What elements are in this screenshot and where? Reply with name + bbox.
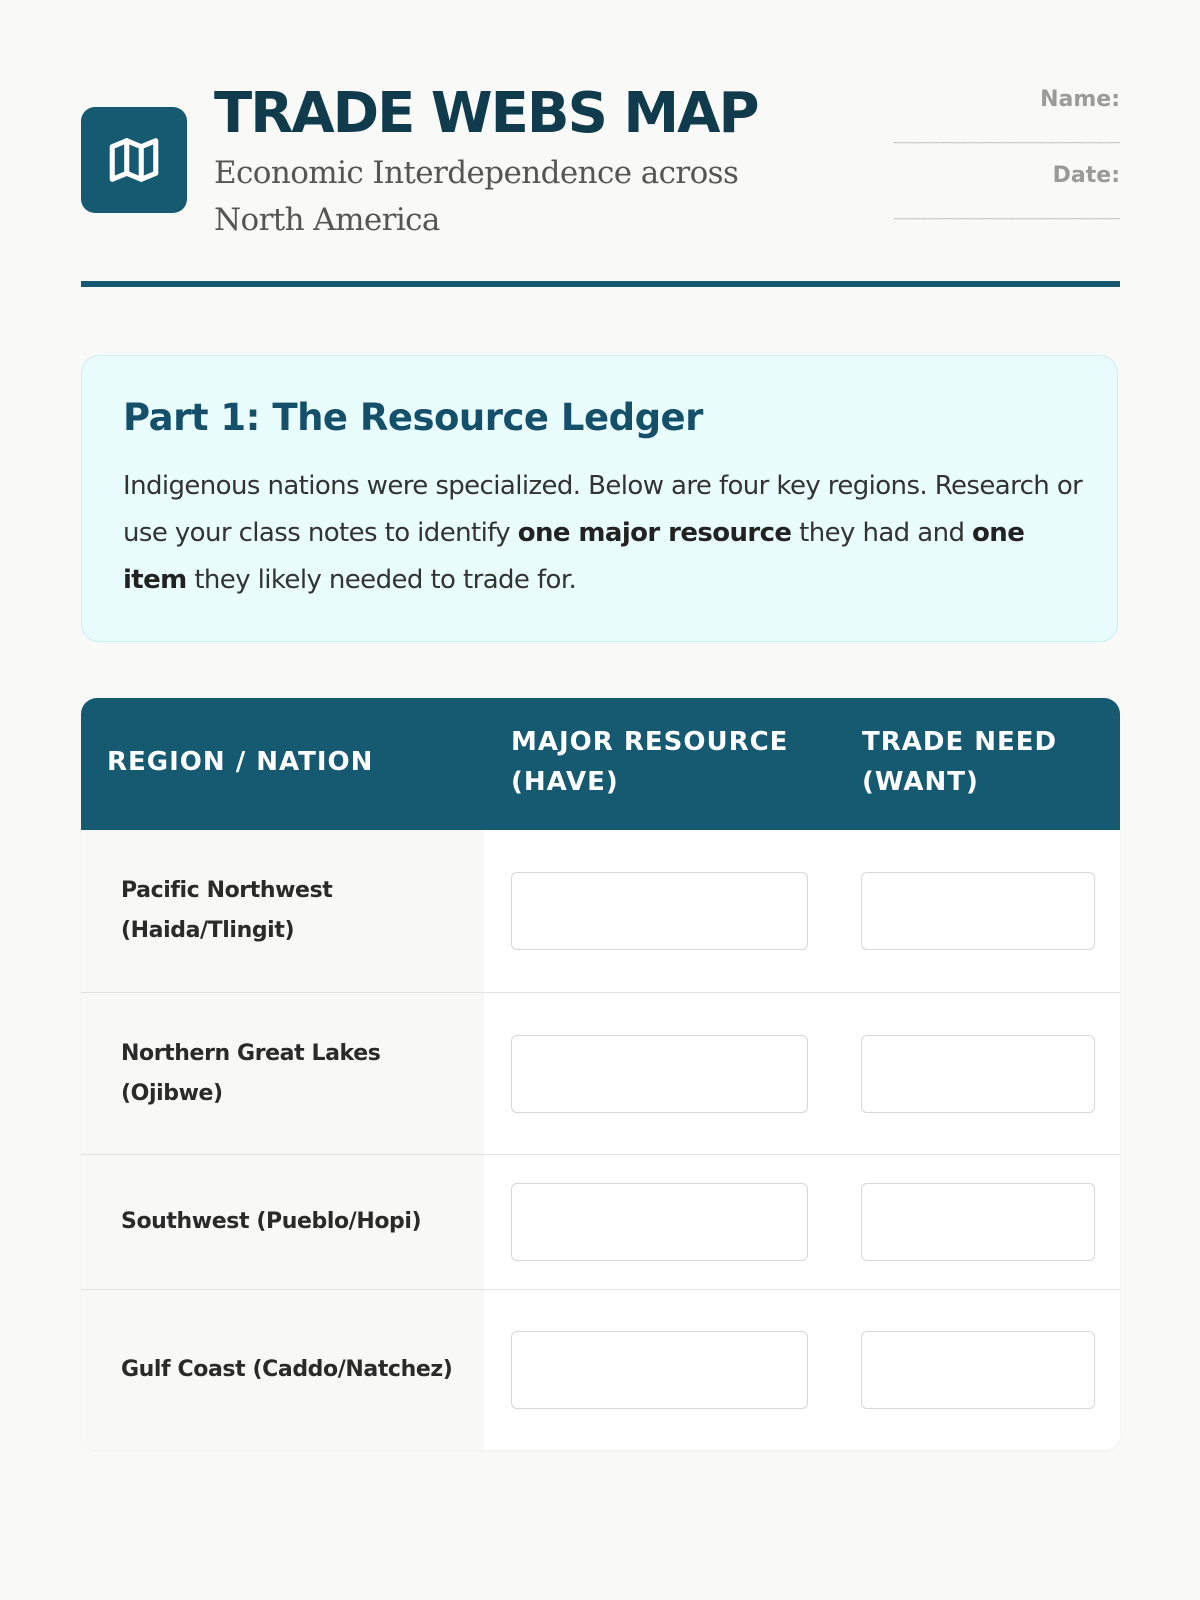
date-label: Date: (1052, 163, 1120, 188)
name-field[interactable]: _______________________ (893, 123, 1120, 144)
trade-want-input[interactable] (861, 1035, 1095, 1113)
section-title: Part 1: The Resource Ledger (123, 396, 703, 439)
region-name: Southwest (Pueblo/Hopi) (121, 1209, 422, 1234)
resource-have-input[interactable] (511, 1035, 808, 1113)
table-row (81, 1289, 1120, 1450)
worksheet-header (81, 82, 1120, 242)
region-cell (81, 993, 484, 1154)
resource-have-input[interactable] (511, 1183, 808, 1261)
column-header-want: TRADE NEED (WANT) (862, 727, 1058, 797)
table-row (81, 1154, 1120, 1289)
trade-want-input[interactable] (861, 1331, 1095, 1409)
region-name: Pacific Northwest (Haida/Tlingit) (121, 878, 333, 943)
instructions-text-part: Indigenous nations were specialized. Below are four key regions. Research or use your class notes to identify (123, 471, 1083, 548)
instructions-bold-item: one item (123, 518, 1025, 595)
region-cell (81, 830, 484, 992)
column-header-have: MAJOR RESOURCE (HAVE) (511, 727, 789, 797)
name-label: Name: (1040, 87, 1120, 112)
table-header (81, 698, 1120, 830)
instructions-text (123, 463, 1083, 604)
column-header-region: REGION / NATION (107, 747, 374, 777)
trade-want-input[interactable] (861, 1183, 1095, 1261)
region-cell (81, 1155, 484, 1289)
resource-ledger-table (81, 698, 1120, 1450)
page-title: TRADE WEBS MAP (214, 81, 758, 146)
header-divider (81, 281, 1120, 287)
map-icon (81, 107, 187, 213)
instructions-bold-resource: one major resource (517, 518, 792, 548)
instructions-text-part: they likely needed to trade for. (186, 565, 577, 595)
instructions-card (81, 355, 1118, 642)
resource-have-input[interactable] (511, 1331, 808, 1409)
table-row (81, 830, 1120, 992)
trade-want-input[interactable] (861, 872, 1095, 950)
resource-have-input[interactable] (511, 872, 808, 950)
table-row (81, 992, 1120, 1154)
region-name: Northern Great Lakes (Ojibwe) (121, 1040, 381, 1106)
region-cell (81, 1290, 484, 1450)
region-name: Gulf Coast (Caddo/Natchez) (121, 1357, 453, 1382)
date-field[interactable]: _______________________ (893, 199, 1120, 220)
page-subtitle: Economic Interdependence across North America (214, 155, 739, 238)
instructions-text-part: they had and (791, 518, 973, 548)
student-info (800, 82, 1120, 234)
